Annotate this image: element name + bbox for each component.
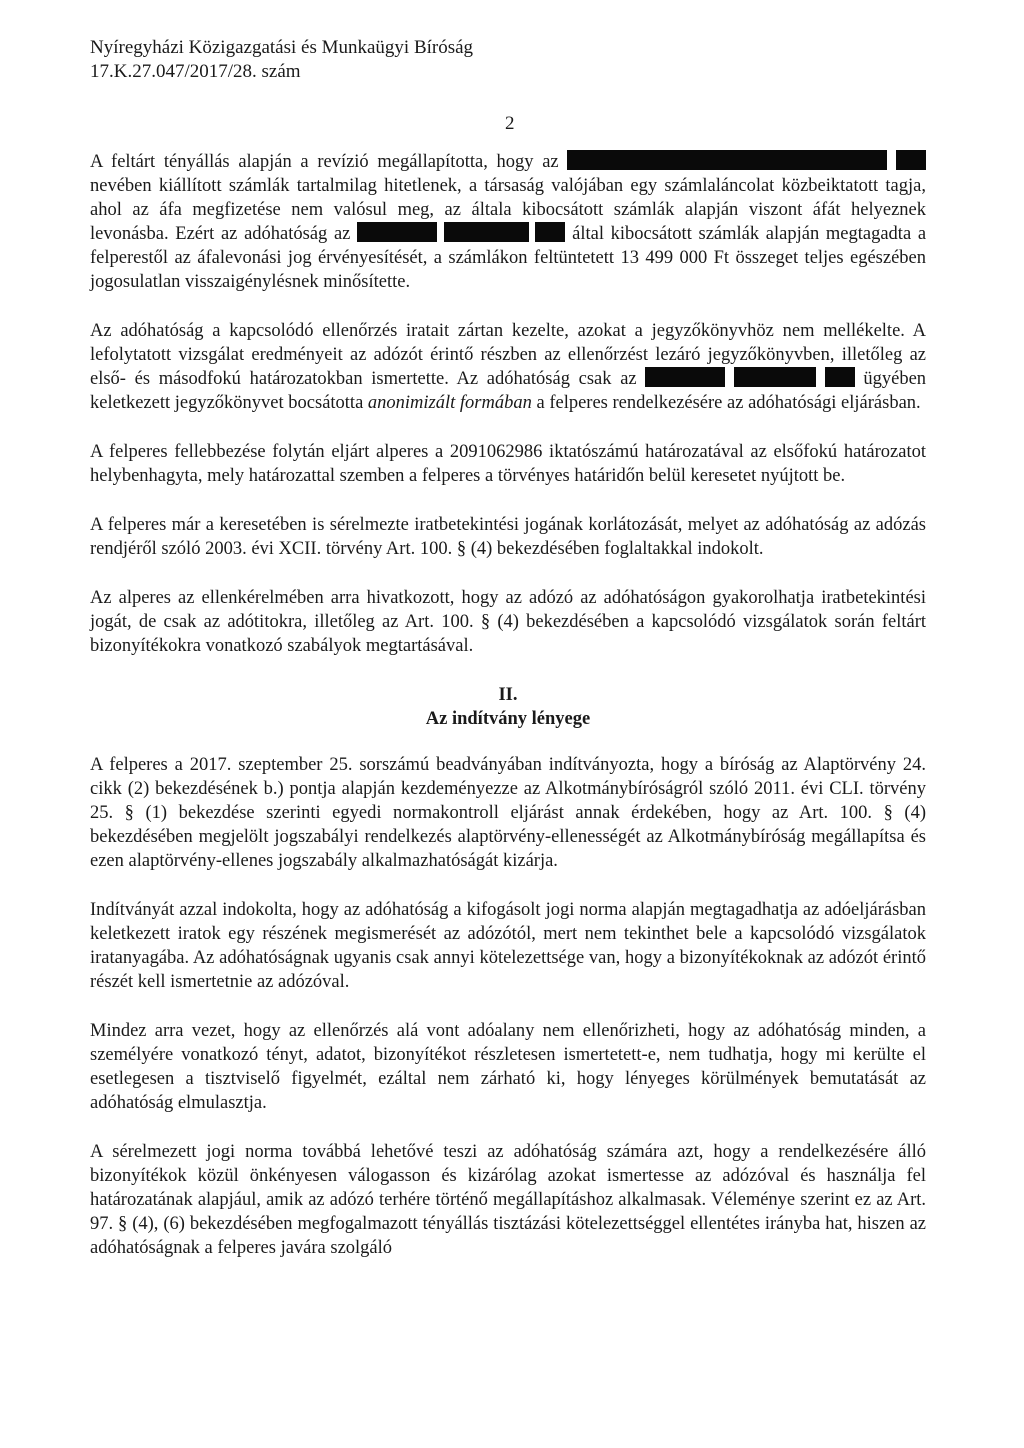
redaction-block (896, 150, 926, 170)
redaction-block (357, 222, 437, 242)
paragraph (90, 150, 926, 294)
paragraph-text: nevében kiállított számlák tartalmilag hitetlenek, a társaság valójában egy számlaláncolat közbeiktatott tagja, ahol az áfa megfizetése nem valósul meg, az általa kibocsátott számlák alapján viszont áfát helyeznek levonásba. Ezért az adóhatóság az (90, 176, 926, 244)
paragraph: A felperes már a keresetében is sérelmezte iratbetekintési jogának korlátozását, melyet az adóhatóság az adózás rendjéről szóló 2003. évi XCII. törvény Art. 100. § (4) bekezdésében foglaltakkal indokolt. (90, 515, 926, 559)
document-body (90, 150, 926, 1285)
paragraph-text: A feltárt tényállás alapján a revízió megállapította, hogy az (90, 152, 559, 172)
case-number: 17.K.27.047/2017/28. szám (90, 61, 301, 82)
redaction-block (734, 367, 816, 387)
section-heading (90, 683, 926, 731)
italic-text: anonimizált formában (367, 393, 532, 413)
redaction-block (825, 367, 855, 387)
paragraph-text: által kibocsátott számlák alapján megtagadta a felperestől az áfalevonási jog érvényesítését, a számlákon feltüntetett 13 499 000 Ft összeget teljes egészében jogosulatlan visszaigénylésnek minősítette. (90, 224, 927, 292)
section-number: II. (498, 685, 518, 705)
paragraph: Az alperes az ellenkérelmében arra hivatkozott, hogy az adózó az adóhatóságon gyakorolhatja iratbetekintési jogát, de csak az adótitokra, illetőleg az Art. 100. § (4) bekezdésében a kapcsolódó vizsgálatok során feltárt bizonyítékokra vonatkozó szabályok megtartásával. (90, 588, 926, 656)
redaction-block (567, 150, 887, 170)
paragraph: Mindez arra vezet, hogy az ellenőrzés alá vont adóalany nem ellenőrizheti, hogy az adóhatóság minden, a személyére vonatkozó tényt, adatot, bizonyítékot részletesen ismertetett-e, nem tudhatja, hogy mi kerülte el esetlegesen a tisztviselő figyelmét, ezáltal nem zárható ki, hogy lényeges körülmények bemutatását az adóhatóság elmulasztja. (90, 1021, 926, 1113)
paragraph: A felperes fellebbezése folytán eljárt alperes a 2091062986 iktatószámú határozatával az elsőfokú határozatot helybenhagyta, mely határozattal szemben a felperes a törvényes határidőn belül keresetet nyújtott be. (90, 442, 926, 486)
paragraph-text: Az adóhatóság a kapcsolódó ellenőrzés iratait zártan kezelte, azokat a jegyzőkönyvhöz nem mellékelte. A lefolytatott vizsgálat eredményeit az adózót érintő részben az ellenőrzést lezáró jegyzőkönyvben, illetőleg az első- és másodfokú határozatokban ismertette. Az adóhatóság csak az (90, 321, 926, 389)
section-title: Az indítvány lényege (425, 709, 591, 729)
paragraph-text: a felperes rendelkezésére az adóhatósági eljárásban. (536, 393, 921, 413)
paragraph (90, 319, 926, 415)
paragraph: Indítványát azzal indokolta, hogy az adóhatóság a kifogásolt jogi norma alapján megtagadhatja az adóeljárásban keletkezett iratok egy részének megismerését az adózótól, mert nem tekinthet bele a kapcsolódó vizsgálatok iratanyagába. Az adóhatóságnak ugyanis csak annyi kötelezettsége van, hogy a bizonyítékoknak az adózót érintő részét kell ismertetnie az adózóval. (90, 900, 926, 992)
redaction-block (645, 367, 725, 387)
document-header (90, 36, 473, 84)
redaction-block (444, 222, 529, 242)
paragraph-text: ügyében keletkezett jegyzőkönyvet bocsátotta (90, 369, 927, 413)
paragraph: A sérelmezett jogi norma továbbá lehetővé teszi az adóhatóság számára azt, hogy a rendelkezésére álló bizonyítékok közül önkényesen válogasson és kizárólag azokat ismertesse az adózóval és használja fel határozatának alapjául, amik az adózó terhére történő megállapításhoz alkalmasak. Véleménye szerint ez az Art. 97. § (4), (6) bekezdésében megfogalmazott tényállás tisztázási kötelezettséggel ellentétes irányba hat, hiszen az adóhatóságnak a felperes javára szolgáló (90, 1142, 926, 1258)
court-name: Nyíregyházi Közigazgatási és Munkaügyi Bíróság (90, 37, 474, 58)
page-number: 2 (505, 113, 515, 134)
redaction-block (535, 222, 565, 242)
paragraph: A felperes a 2017. szeptember 25. sorszámú beadványában indítványozta, hogy a bíróság az Alaptörvény 24. cikk (2) bekezdésének b.) pontja alapján kezdeményezze az Alkotmánybíróságról szóló 2011. évi CLI. törvény 25. § (1) bekezdése szerinti egyedi normakontroll eljárást annak érdekében, hogy az Art. 100. § (4) bekezdésében megjelölt jogszabályi rendelkezés alaptörvény-ellenességét az Alkotmánybíróság megállapítsa és ezen alaptörvény-ellenes jogszabály alkalmazhatóságát kizárja. (90, 755, 926, 871)
